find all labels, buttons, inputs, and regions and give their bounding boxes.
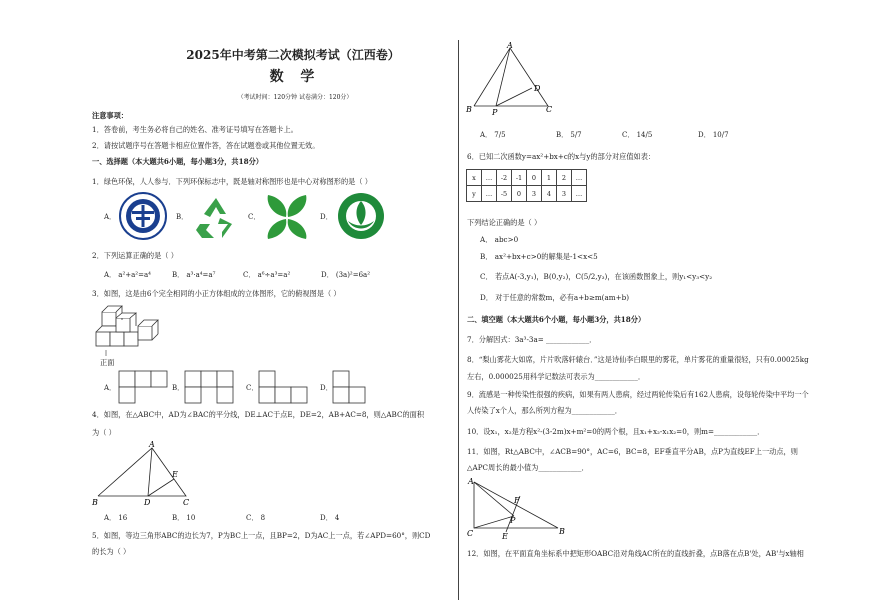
label-c: C bbox=[467, 529, 474, 538]
label-b: B bbox=[92, 498, 98, 507]
label-a: A bbox=[149, 440, 155, 449]
question-stem: 左右，0.000025用科学记数法可表示为____________． bbox=[467, 372, 646, 381]
option-label: D． 10/7 bbox=[698, 131, 729, 139]
right-triangle-figure bbox=[462, 476, 572, 540]
table-cell: … bbox=[572, 186, 587, 202]
table-cell: 3 bbox=[527, 186, 542, 202]
exam-info: （考试时间：120分钟 试卷满分：120分） bbox=[237, 94, 353, 101]
subject-title: 数 学 bbox=[269, 69, 321, 85]
question-stem: 5．如图，等边三角形ABC的边长为7，P为BC上一点，且BP=2，D为AC上一点，若∠APD=60°，则CD bbox=[92, 531, 431, 540]
question-stem: 2．下列运算正确的是（ ） bbox=[92, 251, 178, 260]
option-label: B． bbox=[176, 213, 189, 221]
table-row bbox=[467, 170, 587, 186]
table-cell: 4 bbox=[542, 186, 557, 202]
section-heading: 二、填空题（本大题共6个小题，每小题3分，共18分） bbox=[467, 315, 646, 324]
question-stem: 10．设x₁，x₂是方程x²-(3-2m)x+m²=0的两个根，且x₁+x₂-x₁x₂=0，则m=____________． bbox=[467, 427, 765, 436]
option-label: B． bbox=[172, 384, 185, 392]
green-leaves-icon bbox=[262, 193, 312, 241]
top-view-option-d bbox=[332, 370, 368, 404]
note-item: 1．答卷前，考生务必将自己的姓名、准考证号填写在答题卡上。 bbox=[92, 125, 298, 134]
question-stem: 12．如图，在平面直角坐标系中把矩形OABC沿对角线AC所在的直线折叠，点B落在点B'处，AB'与x轴相 bbox=[467, 549, 804, 558]
table-cell: y bbox=[467, 186, 482, 202]
table-row bbox=[467, 186, 587, 202]
table-cell: 3 bbox=[557, 186, 572, 202]
option-label: D． 对于任意的常数m，必有a+b≥m(am+b) bbox=[480, 293, 630, 302]
round-metro-logo-icon bbox=[118, 191, 168, 241]
label-p: P bbox=[510, 516, 516, 525]
option-label: B． 10 bbox=[172, 514, 196, 522]
option-label: A． 16 bbox=[104, 514, 128, 522]
label-e: E bbox=[172, 470, 178, 479]
question-stem: 1．绿色环保，人人参与．下列环保标志中，既是轴对称图形也是中心对称图形的是（ ） bbox=[92, 177, 372, 186]
recycle-arrows-icon bbox=[192, 194, 240, 240]
table-cell: 2 bbox=[557, 170, 572, 186]
front-label: 正面 bbox=[100, 358, 115, 367]
cube-stack-figure bbox=[92, 300, 164, 358]
question-stem: 的长为（ ） bbox=[92, 547, 131, 556]
option-label: C． bbox=[248, 213, 261, 221]
question-stem: 为（ ） bbox=[92, 428, 116, 437]
option-label: B． 5/7 bbox=[556, 131, 582, 139]
table-cell: -5 bbox=[497, 186, 512, 202]
option-label: D． bbox=[320, 384, 333, 392]
table-cell: 0 bbox=[512, 186, 527, 202]
question-stem: 9．流感是一种传染性很强的疾病，如果有两人患病，经过两轮传染后有162人患病，设每轮传染中平均一个 bbox=[467, 390, 809, 399]
question-stem: 3．如图，这是由6个完全相同的小正方体组成的立体图形，它的俯视图是（ ） bbox=[92, 289, 341, 298]
option-label: C． 14/5 bbox=[622, 131, 653, 139]
triangle-abc-figure bbox=[90, 440, 200, 510]
exam-title: 2025年中考第二次模拟考试（江西卷） bbox=[186, 48, 400, 62]
label-d: D bbox=[144, 498, 151, 507]
option-label: D． (3a)²=6a² bbox=[321, 271, 371, 279]
top-view-option-c bbox=[258, 370, 308, 404]
option-label: B． ax²+bx+c>0的解集是-1<x<5 bbox=[480, 252, 598, 261]
option-label: D． bbox=[320, 213, 333, 221]
question-stem: 11．如图，Rt△ABC中，∠ACB=90°，AC=6，BC=8，EF垂直平分AB，点P为直线EF上一动点，则 bbox=[467, 447, 798, 456]
question-stem: △APC周长的最小值为____________． bbox=[467, 463, 589, 472]
label-d: D bbox=[534, 84, 541, 93]
option-label: A． a²+a²=a⁴ bbox=[104, 271, 151, 279]
table-cell: 1 bbox=[542, 170, 557, 186]
value-table bbox=[466, 169, 587, 202]
option-label: A． abc>0 bbox=[480, 235, 519, 244]
option-label: C． 8 bbox=[246, 514, 266, 522]
question-stem: 7．分解因式：3a³-3a= ____________． bbox=[467, 335, 597, 344]
option-label: C． 若点A(-3,y₁)，B(0,y₂)，C(5/2,y₃)，在该函数图象上，则y₁<y₃<y₂ bbox=[480, 272, 713, 281]
note-item: 2．请按试题序号在答题卡相应位置作答，答在试题卷或其他位置无效。 bbox=[92, 141, 320, 150]
table-cell: 0 bbox=[527, 170, 542, 186]
option-label: B． a³·a⁴=a⁷ bbox=[172, 271, 216, 279]
table-cell: -2 bbox=[497, 170, 512, 186]
table-cell: … bbox=[482, 186, 497, 202]
table-cell: … bbox=[572, 170, 587, 186]
top-view-option-b bbox=[184, 370, 234, 404]
top-view-option-a bbox=[118, 370, 168, 404]
label-c: C bbox=[546, 105, 553, 114]
question-stem: 4．如图，在△ABC中，AD为∠BAC的平分线，DE⊥AC于点E，DE=2，AB+AC=8，则△ABC的面积 bbox=[92, 410, 425, 419]
label-a: A bbox=[468, 477, 474, 486]
question-stem: 6．已知二次函数y=ax²+bx+c的x与y的部分对应值如表： bbox=[467, 152, 656, 161]
option-label: A． bbox=[104, 384, 117, 392]
label-c: C bbox=[183, 498, 190, 507]
label-f: F bbox=[514, 496, 520, 505]
question-stem: 人传染了x个人，那么所列方程为____________． bbox=[467, 406, 622, 415]
label-p: P bbox=[492, 108, 498, 116]
label-b: B bbox=[559, 527, 565, 536]
question-text: 下列结论正确的是（ ） bbox=[467, 218, 542, 227]
option-label: C． bbox=[246, 384, 259, 392]
table-cell: x bbox=[467, 170, 482, 186]
label-e: E bbox=[502, 532, 508, 540]
question-stem: 8．“梨山雾花大如席，片片吹落轩辕台．”这是诗仙李白眼里的雾花，单片雾花的重量很轻，只有0.00025kg bbox=[467, 355, 809, 364]
table-cell: … bbox=[482, 170, 497, 186]
notes-heading: 注意事项： bbox=[92, 111, 128, 120]
table-cell: -1 bbox=[512, 170, 527, 186]
option-label: C． a⁶÷a³=a² bbox=[243, 271, 291, 279]
option-label: A． bbox=[104, 213, 117, 221]
option-label: A． 7/5 bbox=[480, 131, 506, 139]
equilateral-triangle-figure bbox=[464, 42, 560, 116]
label-a: A bbox=[507, 42, 513, 50]
section-heading: 一、选择题（本大题共6小题，每小题3分，共18分） bbox=[92, 157, 263, 166]
label-b: B bbox=[466, 105, 472, 114]
green-food-logo-icon bbox=[336, 191, 386, 241]
option-label: D． 4 bbox=[320, 514, 340, 522]
column-divider bbox=[458, 40, 459, 600]
